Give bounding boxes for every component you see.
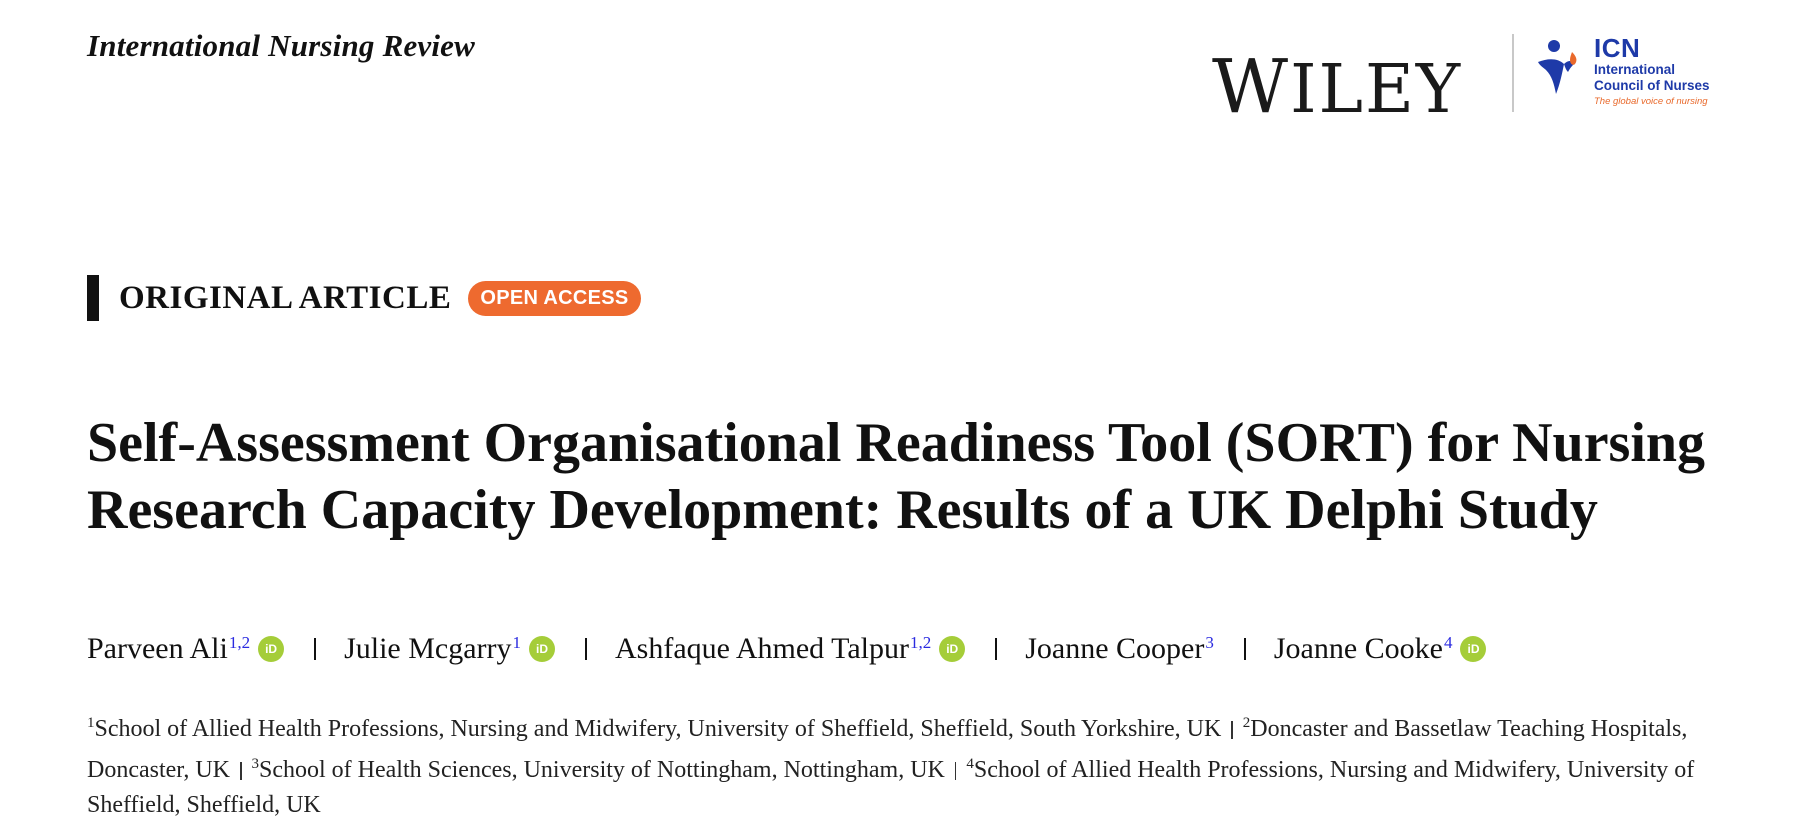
affiliation-list: [87, 706, 1737, 823]
author-item: [1025, 632, 1214, 666]
logo-divider: [1512, 34, 1514, 112]
icn-logo[interactable]: [1594, 34, 1710, 110]
open-access-badge[interactable]: OPEN ACCESS: [468, 281, 640, 316]
author-name[interactable]: Parveen Ali: [87, 632, 228, 665]
author-list: [87, 632, 1486, 666]
affiliation-number: 1: [87, 715, 95, 731]
affiliation-text: School of Health Sciences, University of Nottingham, Nottingham, UK: [259, 757, 945, 783]
affiliation-separator: [1231, 721, 1233, 739]
author-affiliation-ref[interactable]: 4: [1443, 633, 1453, 652]
icn-name-line1: International: [1594, 62, 1676, 77]
author-item: [344, 632, 555, 666]
author-separator: [995, 638, 997, 660]
affiliation-separator: [955, 762, 957, 780]
affiliation-number: 4: [966, 756, 974, 772]
journal-name[interactable]: International Nursing Review: [87, 28, 476, 63]
author-separator: [314, 638, 316, 660]
affiliation-separator: [240, 762, 242, 780]
orcid-icon[interactable]: iD: [1460, 636, 1486, 662]
author-affiliation-ref[interactable]: 1,2: [909, 633, 932, 652]
icn-tagline: The global voice of nursing: [1594, 96, 1708, 107]
author-name[interactable]: Joanne Cooper: [1025, 632, 1205, 665]
affiliation-number: 3: [251, 756, 259, 772]
article-type-row: [87, 276, 641, 320]
icn-abbr: ICN: [1594, 33, 1641, 63]
author-affiliation-ref[interactable]: 3: [1205, 633, 1214, 652]
article-type: ORIGINAL ARTICLE: [119, 279, 452, 316]
author-name[interactable]: Julie Mcgarry: [344, 632, 512, 665]
author-item: [87, 632, 284, 666]
author-item: [615, 632, 965, 666]
wiley-logo[interactable]: [1212, 44, 1463, 130]
author-name[interactable]: Joanne Cooke: [1273, 632, 1443, 665]
wiley-logo-initial: W: [1212, 44, 1291, 130]
orcid-icon[interactable]: iD: [529, 636, 555, 662]
author-separator: [1244, 638, 1246, 660]
icn-figure-icon: [1534, 38, 1584, 98]
author-item: [1274, 632, 1487, 666]
affiliation-text: School of Allied Health Professions, Nursing and Midwifery, University of Sheffield, Sheffield, South Yorkshire, UK: [94, 716, 1222, 742]
icn-name-line2: Council of Nurses: [1594, 78, 1710, 93]
author-affiliation-ref[interactable]: 1,2: [228, 633, 251, 652]
affiliation-text: Doncaster and Bassetlaw Teaching Hospitals, Doncaster, UK: [87, 716, 1688, 783]
header-logos: [1212, 28, 1732, 130]
affiliation-number: 2: [1242, 715, 1251, 731]
affiliation-text: School of Allied Health Professions, Nursing and Midwifery, University of Sheffield, Sheffield, UK: [87, 757, 1695, 818]
article-title: Self-Assessment Organisational Readiness Tool (SORT) for Nursing Research Capacity Development: Results of a UK Delphi Study: [87, 412, 1706, 541]
wiley-logo-rest: ILEY: [1290, 50, 1463, 128]
author-separator: [585, 638, 587, 660]
author-affiliation-ref[interactable]: 1: [512, 633, 522, 652]
type-marker-bar: [87, 275, 99, 321]
orcid-icon[interactable]: iD: [939, 636, 965, 662]
orcid-icon[interactable]: iD: [258, 636, 284, 662]
author-name[interactable]: Ashfaque Ahmed Talpur: [615, 632, 909, 665]
